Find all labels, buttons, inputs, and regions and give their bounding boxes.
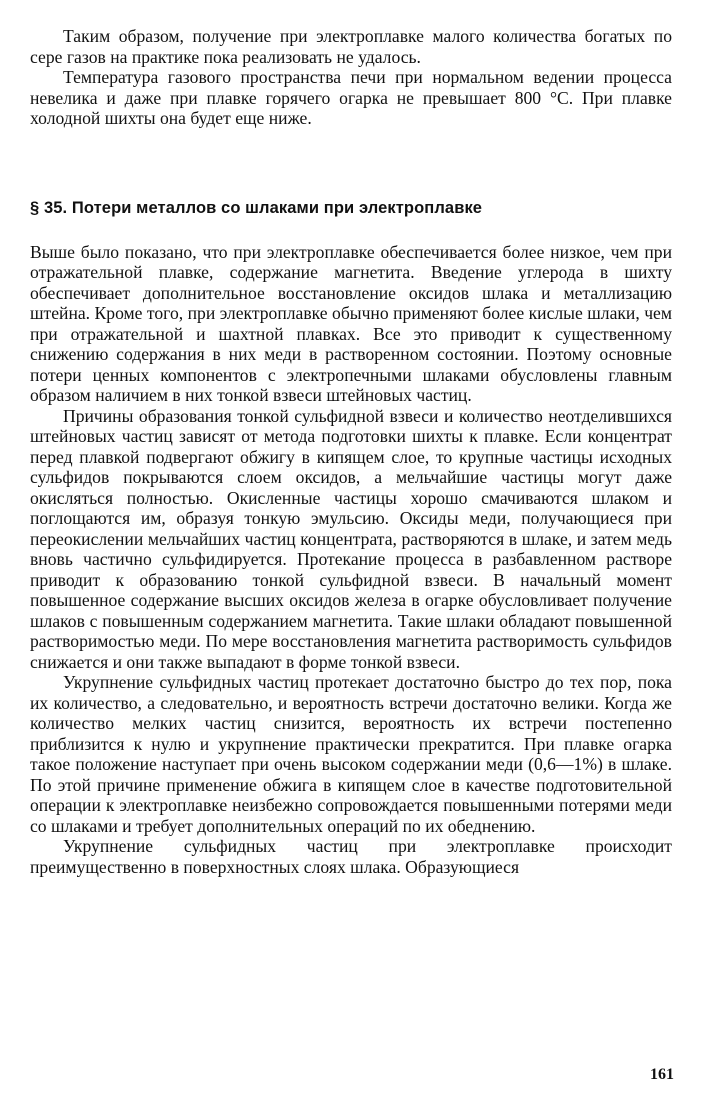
paragraph: Укрупнение сульфидных частиц при электроплавке происходит преимущественно в поверхностных слоях шлака. Образующиеся [30, 836, 672, 877]
section-heading: § 35. Потери металлов со шлаками при электроплавке [30, 198, 483, 217]
paragraph: Укрупнение сульфидных частиц протекает достаточно быстро до тех пор, пока их количество, а следовательно, и вероятность встречи достаточно велики. Когда же количество мелких частиц снизится, вероятность их встречи постепенно приблизится к нулю и укрупнение практически прекратится. При плавке огарка такое положение наступает при очень высоком содержании меди (0,6—1%) в шлаке. По этой причине применение обжига в кипящем слое в качестве подготовительной операции к электроплавке неизбежно сопровождается повышенными потерями меди со шлаками и требует дополнительных операций по их обеднению. [30, 672, 672, 836]
paragraph: Температура газового пространства печи при нормальном ведении процесса невелика и даже при плавке горячего огарка не превышает 800 °С. При плавке холодной шихты она будет еще ниже. [30, 67, 672, 128]
paragraph: Выше было показано, что при электроплавке обеспечивается более низкое, чем при отражательной плавке, содержание магнетита. Введение углерода в шихту обеспечивает дополнительное восстановление оксидов шлака и металлизацию штейна. Кроме того, при электроплавке обычно применяют более кислые шлаки, чем при отражательной и шахтной плавках. Все это приводит к существенному снижению содержания в них меди в растворенном состоянии. Поэтому основные потери ценных компонентов с электропечными шлаками обусловлены главным образом наличием в них тонкой взвеси штейновых частиц. [30, 241, 672, 405]
page-body [30, 26, 672, 877]
paragraph: Причины образования тонкой сульфидной взвеси и количество неотделившихся штейновых частиц зависят от метода подготовки шихты к плавке. Если концентрат перед плавкой подвергают обжигу в кипящем слое, то крупные частицы исходных сульфидов покрываются слоем оксидов, а мельчайшие частицы могут даже окисляться полностью. Окисленные частицы хорошо смачиваются шлаком и поглощаются им, образуя тонкую эмульсию. Оксиды меди, получающиеся при переокислении мельчайших частиц концентрата, растворяются в шлаке, и затем медь вновь частично сульфидируется. Протекание процесса в разбавленном растворе приводит к образованию тонкой сульфидной взвеси. В начальный момент повышенное содержание высших оксидов железа в огарке обусловливает получение шлаков с повышенным содержанием магнетита. Такие шлаки обладают повышенной растворимостью меди. По мере восстановления магнетита растворимость сульфидов снижается и они также выпадают в форме тонкой взвеси. [30, 405, 672, 672]
page-number: 161 [650, 1066, 674, 1083]
paragraph: Таким образом, получение при электроплавке малого количества богатых по сере газов на практике пока реализовать не удалось. [30, 26, 672, 67]
